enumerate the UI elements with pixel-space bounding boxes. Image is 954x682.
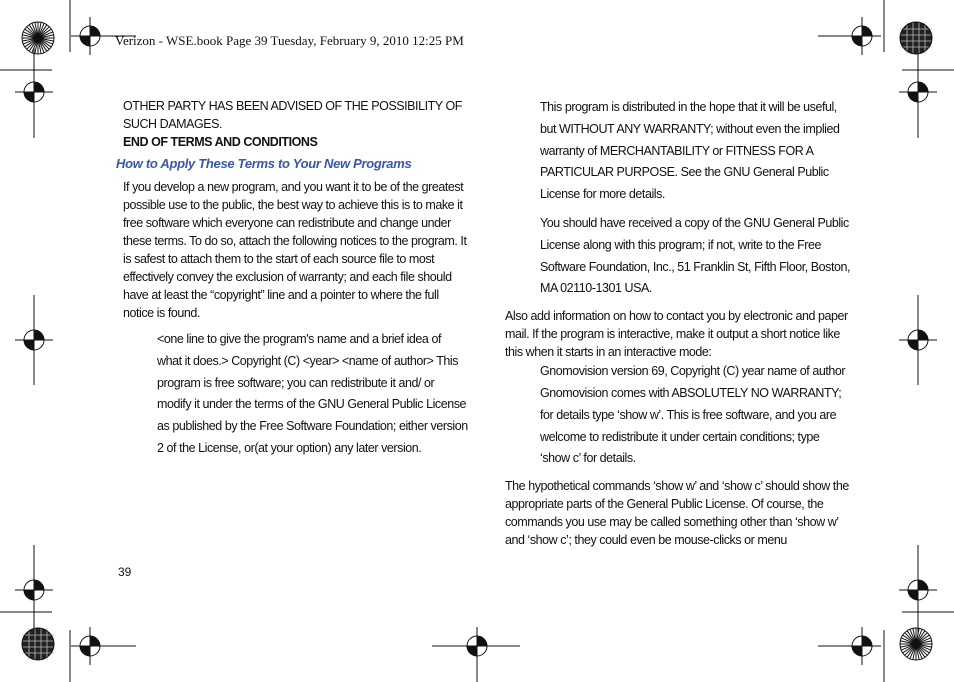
warranty-notice-block: This program is distributed in the hope that it will be useful, but WITHOUT ANY WARRANTY; without even the implied warranty of MERCHANTABILITY or FITNESS FOR A PARTICULAR PURPOSE. See the GNU General Public License for more details. [540, 100, 840, 202]
running-head: Verizon - WSE.book Page 39 Tuesday, February 9, 2010 12:25 PM [115, 33, 464, 48]
left-column [116, 97, 468, 460]
interactive-notice-block: Gnomovision version 69, Copyright (C) year name of author Gnomovision comes with ABSOLUTELY NO WARRANTY; for details type ‘show w’. This is free software, and you are welcome to redistribute it under certain conditions; type ‘show c’ for details. [540, 364, 846, 466]
right-column [505, 97, 850, 549]
paragraph-contact-info: Also add information on how to contact you by electronic and paper mail. If the program is interactive, make it output a short notice like this when it starts in an interactive mode: [505, 309, 848, 360]
license-copy-notice-block: You should have received a copy of the GNU General Public License along with this program; if not, write to the Free Software Foundation, Inc., 51 Franklin St, Fifth Floor, Boston, MA 02110-1301 USA. [540, 215, 851, 296]
paragraph-damages: OTHER PARTY HAS BEEN ADVISED OF THE POSSIBILITY OF SUCH DAMAGES. [123, 99, 462, 131]
end-of-terms-label: END OF TERMS AND CONDITIONS [123, 135, 318, 149]
page-number: 39 [118, 565, 132, 579]
copyright-notice-block: <one line to give the program's name and a brief idea of what it does.> Copyright (C) <year> <name of author> This program is free software; you can redistribute it and/ or modify it under the terms of the GNU General Public License as published by the Free Software Foundation; either version 2 of the License, or(at your option) any later version. [157, 332, 468, 455]
paragraph-apply-terms: If you develop a new program, and you want it to be of the greatest possible use to the public, the best way to achieve this is to make it free software which everyone can redistribute and change under these terms. To do so, attach the following notices to the program. It is safest to attach them to the start of each source file to most effectively convey the exclusion of warranty; and each file should have at least the “copyright” line and a pointer to where the full notice is found. [123, 180, 467, 320]
paragraph-hypothetical-commands: The hypothetical commands ‘show w’ and ‘show c’ should show the appropriate parts of the General Public License. Of course, the commands you use may be called something other than ‘show w’ and ‘show c’; they could even be mouse-clicks or menu [505, 479, 849, 548]
section-heading: How to Apply These Terms to Your New Programs [116, 156, 412, 171]
